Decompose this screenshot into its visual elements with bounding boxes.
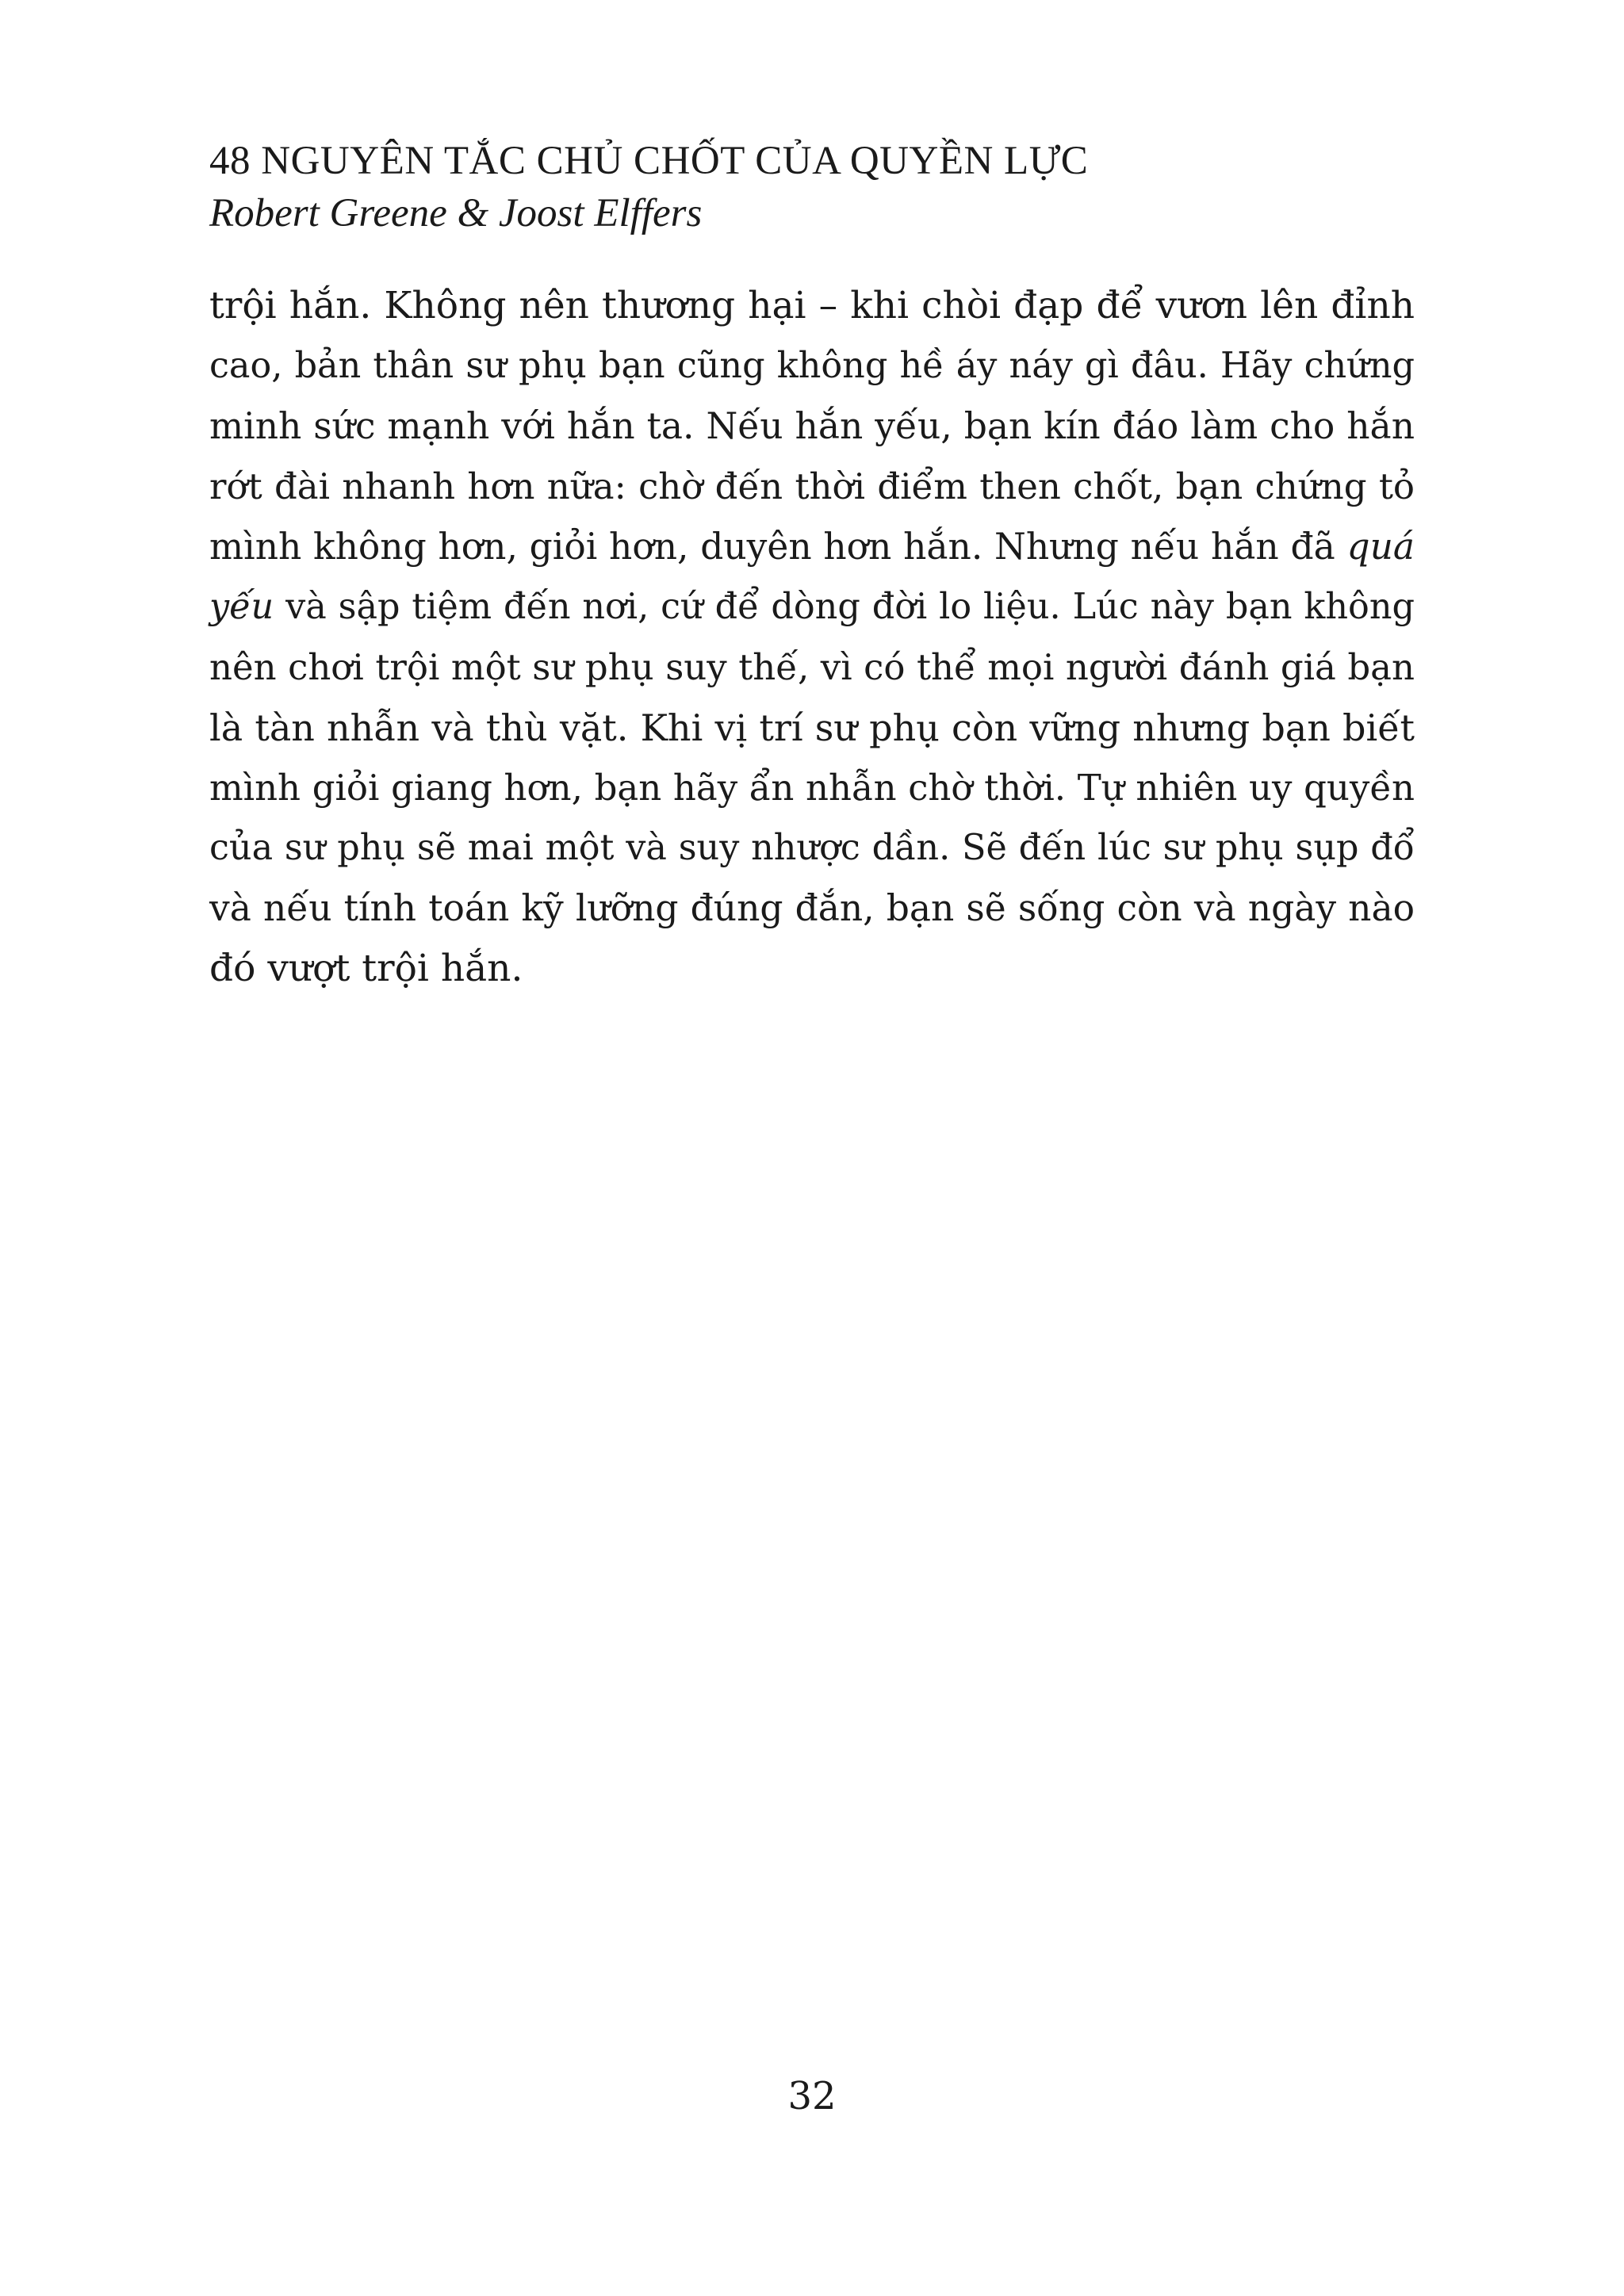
text-segment: mình không hơn, giỏi hơn, duyên hơn hắn. Nhưng nếu hắn đã bbox=[209, 526, 1335, 568]
text-line: và nếu tính toán kỹ lưỡng đúng đắn, bạn sẽ sống còn và ngày nào bbox=[209, 887, 1415, 929]
book-title: 48 NGUYÊN TẮC CHỦ CHỐT CỦA QUYỀN LỰC bbox=[209, 139, 1089, 183]
running-header bbox=[209, 135, 1423, 239]
text-line: minh sức mạnh với hắn ta. Nếu hắn yếu, bạn kín đáo làm cho hắn bbox=[209, 405, 1415, 447]
text-line: rớt đài nhanh hơn nữa: chờ đến thời điểm then chốt, bạn chứng tỏ bbox=[209, 465, 1415, 507]
text-segment: và sập tiệm đến nơi, cứ để dòng đời lo liệu. Lúc này bạn không bbox=[285, 587, 1415, 627]
text-line: cao, bản thân sư phụ bạn cũng không hề áy náy gì đâu. Hãy chứng bbox=[209, 346, 1415, 386]
text-line: trội hắn. Không nên thương hại – khi chòi đạp để vươn lên đỉnh bbox=[209, 284, 1415, 327]
body-paragraph bbox=[209, 276, 1415, 999]
emphasis-text: yếu bbox=[209, 587, 274, 627]
text-line: của sư phụ sẽ mai một và suy nhược dần. Sẽ đến lúc sư phụ sụp đổ bbox=[209, 828, 1415, 868]
text-line: là tàn nhẫn và thù vặt. Khi vị trí sư phụ còn vững nhưng bạn biết bbox=[209, 706, 1415, 749]
text-line: nên chơi trội một sư phụ suy thế, vì có thể mọi người đánh giá bạn bbox=[209, 646, 1415, 688]
text-line: mình giỏi giang hơn, bạn hãy ẩn nhẫn chờ thời. Tự nhiên uy quyền bbox=[209, 767, 1415, 809]
text-line bbox=[209, 577, 1415, 637]
page-number: 32 bbox=[787, 2074, 837, 2118]
text-line bbox=[209, 517, 1415, 577]
emphasis-text: quá bbox=[1346, 526, 1415, 568]
book-authors: Robert Greene & Joost Elffers bbox=[209, 191, 703, 235]
text-line: đó vượt trội hắn. bbox=[209, 947, 523, 990]
